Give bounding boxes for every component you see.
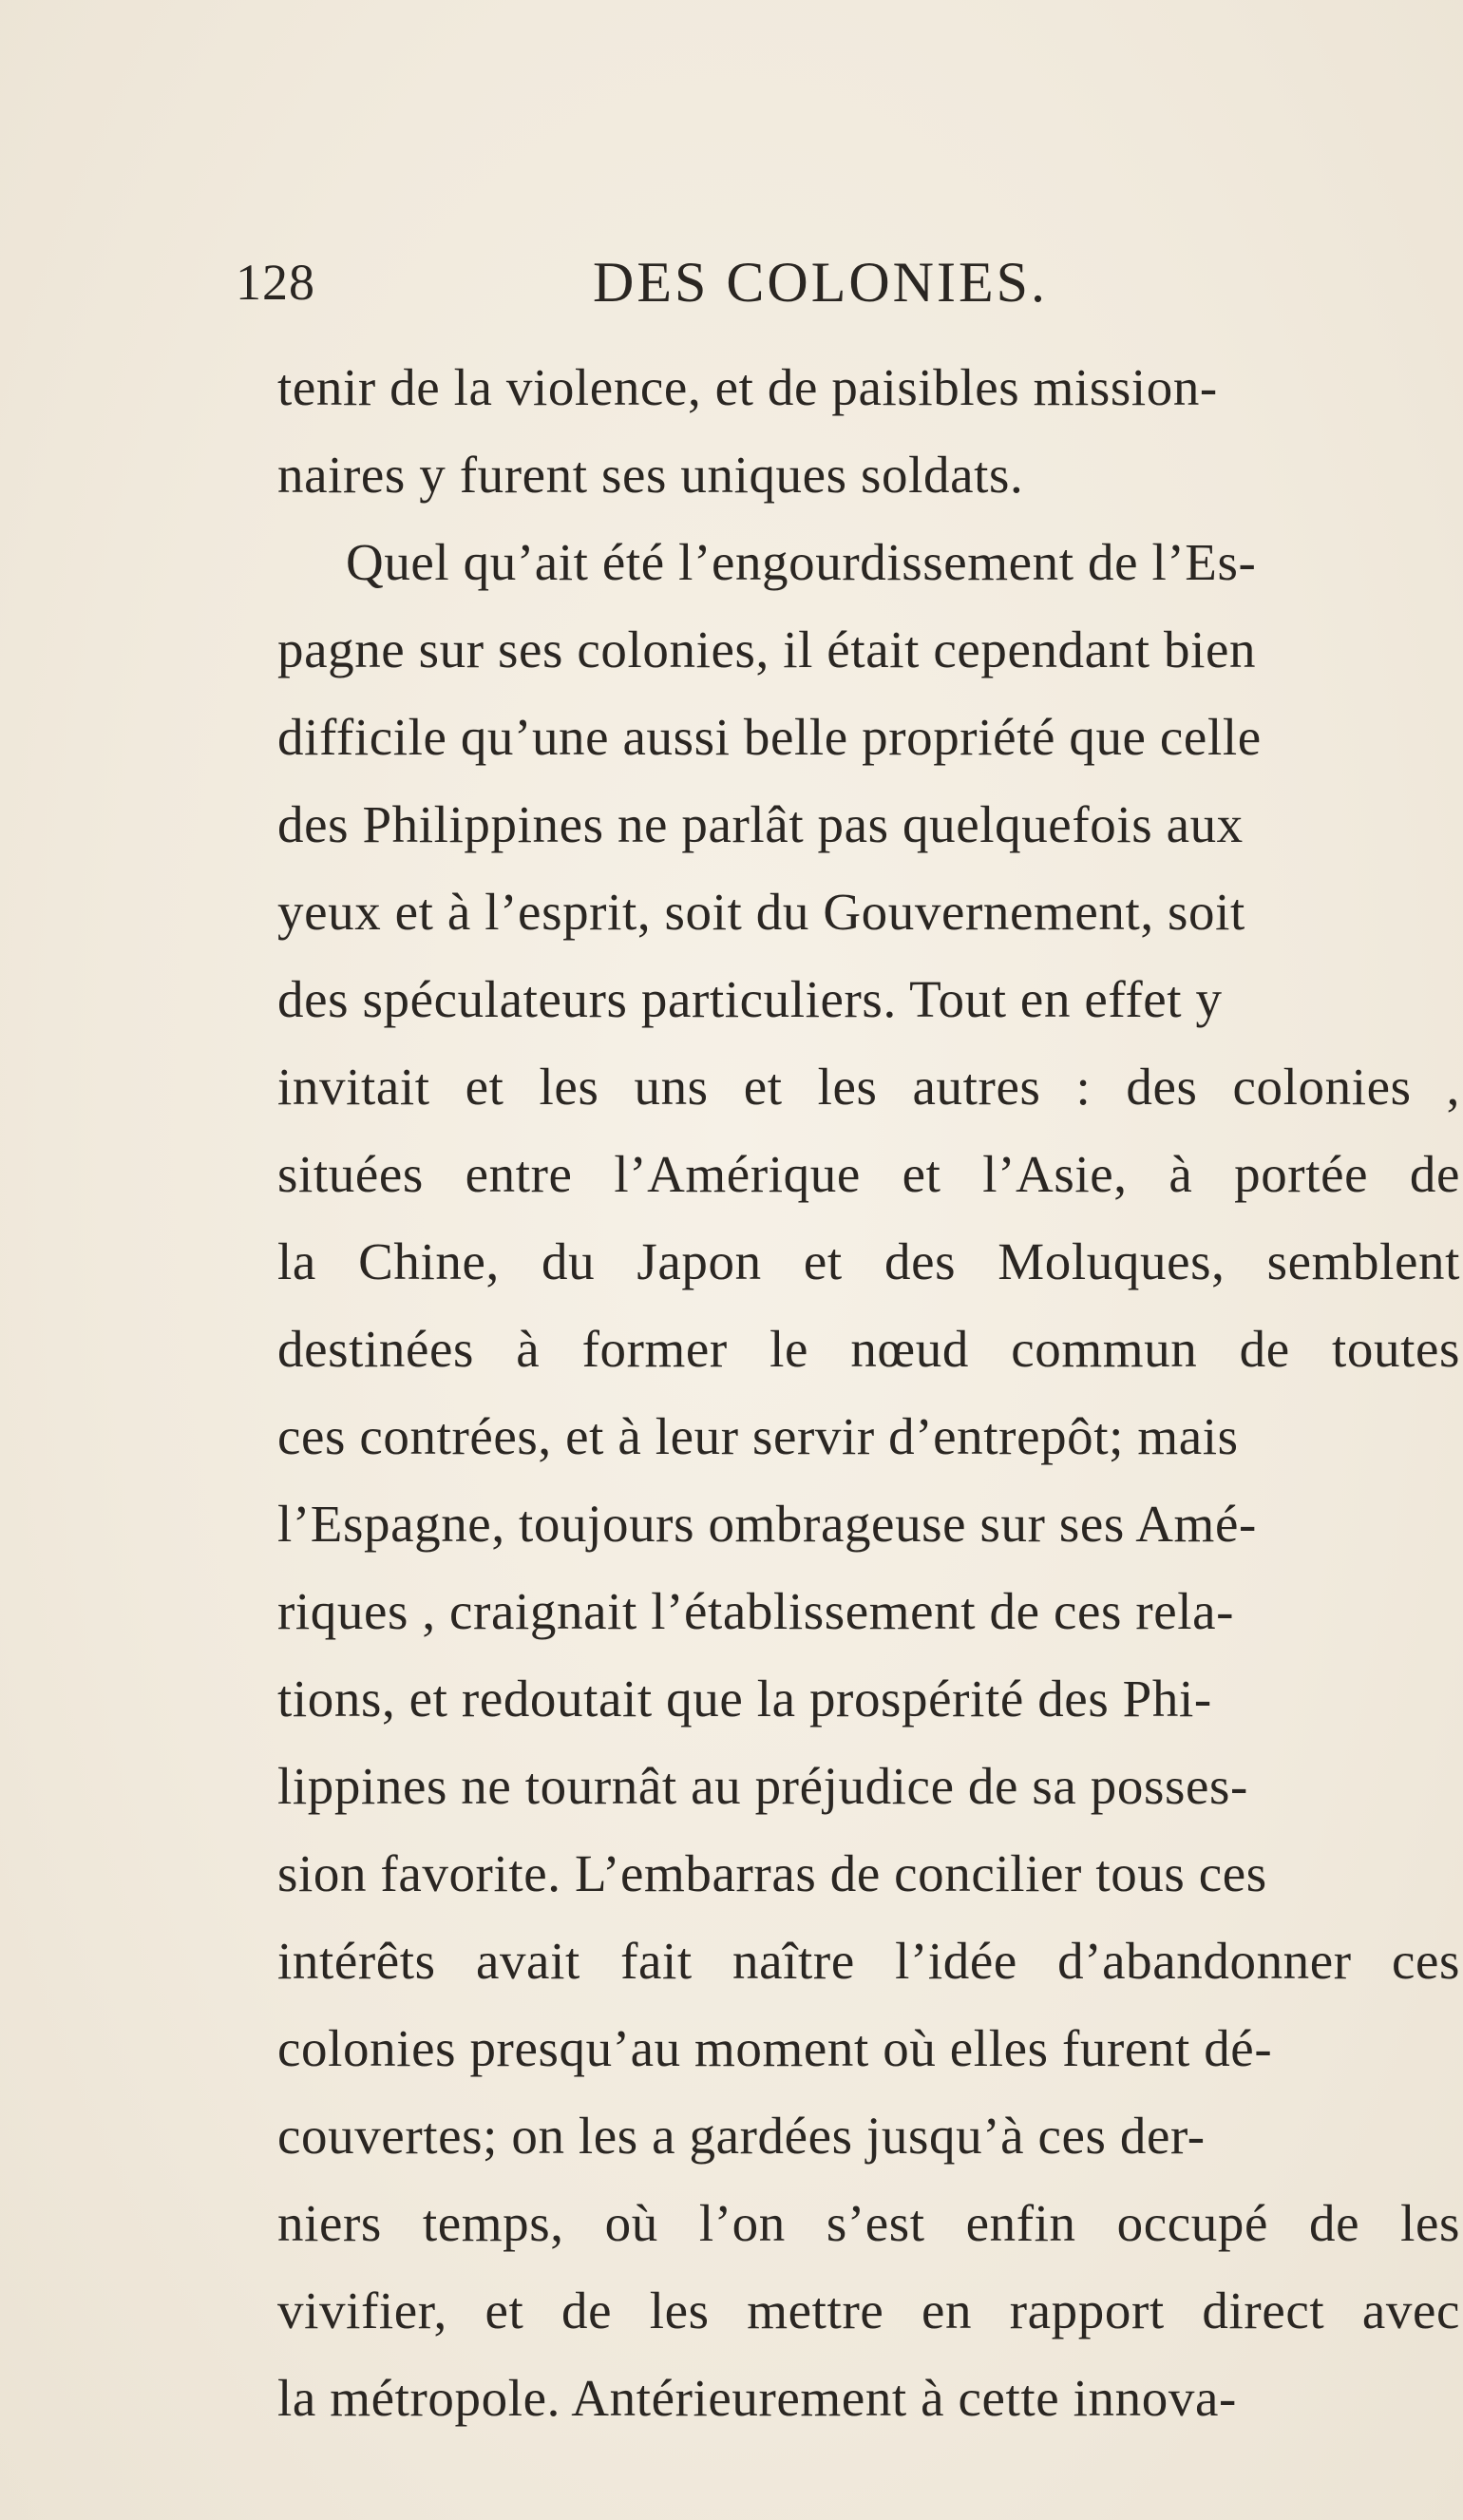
text-line-paragraph-start: Quel qu’ait été l’engourdissement de l’Es-: [346, 533, 1257, 591]
text-line: tions, et redoutait que la prospérité des Phi-: [277, 1670, 1212, 1728]
text-line: couvertes; on les a gardées jusqu’à ces der-: [277, 2107, 1206, 2165]
text-line: colonies presqu’au moment où elles furent dé-: [277, 2019, 1273, 2077]
running-title: DES COLONIES.: [593, 251, 1049, 314]
body-text: [277, 344, 1460, 2442]
page-number: 128: [236, 254, 315, 311]
text-line: destinées à former le nœud commun de toutes: [277, 1320, 1460, 1378]
text-line: invitait et les uns et les autres : des colonies ,: [277, 1058, 1460, 1116]
text-line: ces contrées, et à leur servir d’entrepôt; mais: [277, 1407, 1239, 1465]
text-line: naires y furent ses uniques soldats.: [277, 446, 1024, 504]
text-line: yeux et à l’esprit, soit du Gouvernement, soit: [277, 883, 1245, 941]
text-line: vivifier, et de les mettre en rapport direct avec: [277, 2281, 1460, 2339]
page-header: [236, 249, 1243, 315]
text-line: sion favorite. L’embarras de concilier tous ces: [277, 1844, 1267, 1902]
text-line: tenir de la violence, et de paisibles mission-: [277, 358, 1218, 416]
text-line: intérêts avait fait naître l’idée d’abandonner ces: [277, 1932, 1460, 1990]
text-line: des spéculateurs particuliers. Tout en effet y: [277, 970, 1223, 1028]
text-line: niers temps, où l’on s’est enfin occupé de les: [277, 2194, 1460, 2252]
text-line: l’Espagne, toujours ombrageuse sur ses Amé-: [277, 1495, 1257, 1553]
text-line: situées entre l’Amérique et l’Asie, à portée de: [277, 1145, 1460, 1203]
text-line: pagne sur ses colonies, il était cependant bien: [277, 620, 1257, 678]
text-line: la métropole. Antérieurement à cette innova-: [277, 2369, 1237, 2427]
text-line: lippines ne tournât au préjudice de sa posses-: [277, 1757, 1248, 1815]
text-line: riques , craignait l’établissement de ces rela-: [277, 1582, 1235, 1640]
text-line: difficile qu’une aussi belle propriété que celle: [277, 708, 1262, 766]
text-line: des Philippines ne parlât pas quelquefois aux: [277, 795, 1244, 853]
text-line: la Chine, du Japon et des Moluques, semblent: [277, 1232, 1460, 1290]
